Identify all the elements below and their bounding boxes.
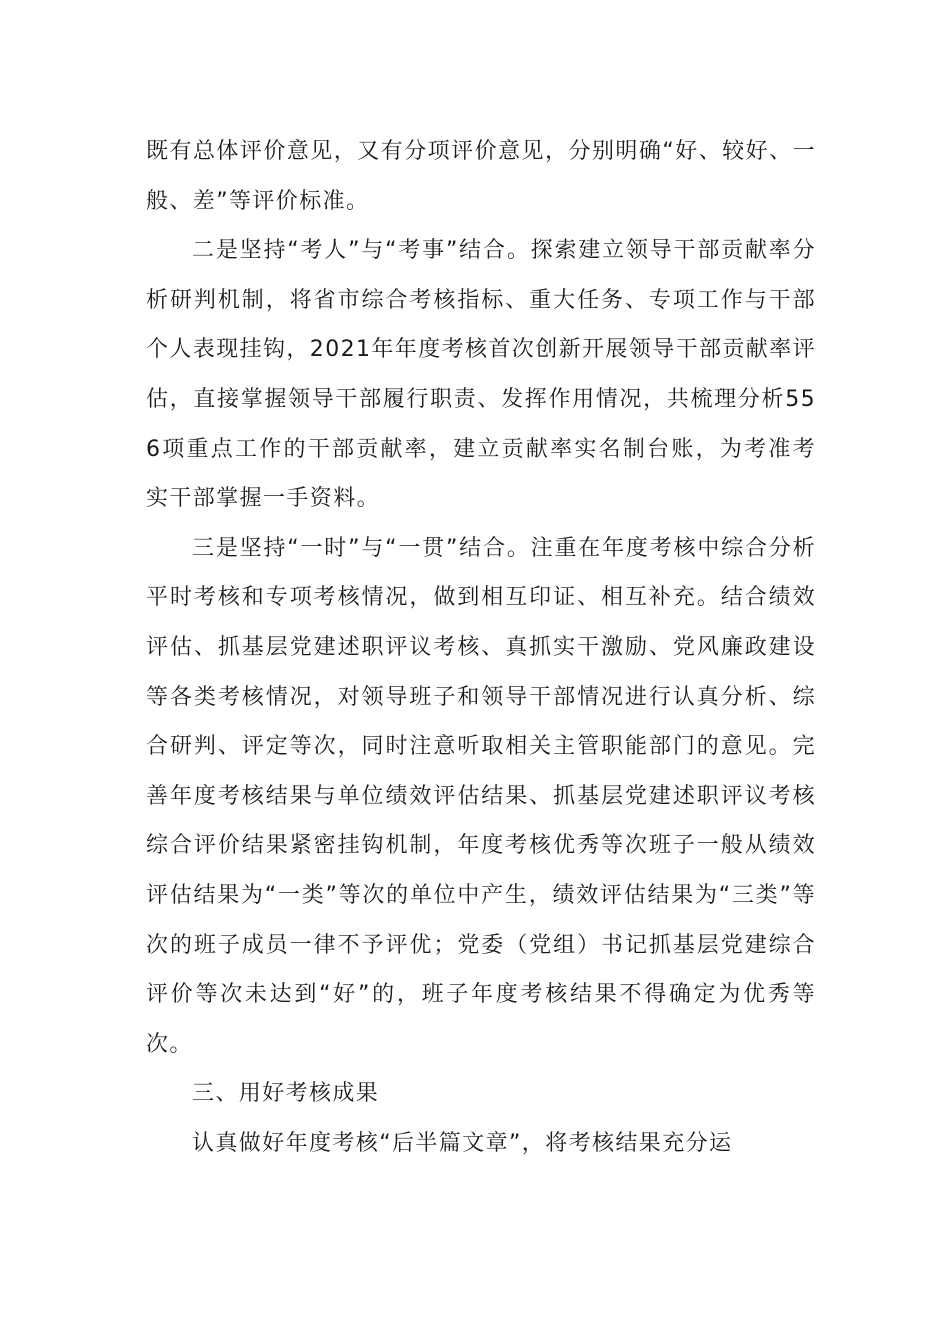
paragraph-people-and-work: 二是坚持“考人”与“考事”结合。探索建立领导干部贡献率分析研判机制，将省市综合考核指标、重大任务、专项工作与干部个人表现挂钩，2021年年度考核首次创新开展领导干部贡献率评估，直接掌握领导干部履行职责、发挥作用情况，共梳理分析556项重点工作的干部贡献率，建立贡献率实名制台账，为考准考实干部掌握一手资料。 bbox=[146, 238, 816, 512]
paragraph-evaluation-standards: 既有总体评价意见，又有分项评价意见，分别明确“好、较好、一般、差”等评价标准。 bbox=[146, 139, 816, 214]
document-body bbox=[146, 127, 816, 1168]
paragraph-momentary-and-consistent: 三是坚持“一时”与“一贯”结合。注重在年度考核中综合分析平时考核和专项考核情况，做到相互印证、相互补充。结合绩效评估、抓基层党建述职评议考核、真抓实干激励、党风廉政建设等各类考核情况，对领导班子和领导干部情况进行认真分析、综合研判、评定等次，同时注意听取相关主管职能部门的意见。完善年度考核结果与单位绩效评估结果、抓基层党建述职评议考核综合评价结果紧密挂钩机制，年度考核优秀等次班子一般从绩效评估结果为“一类”等次的单位中产生，绩效评估结果为“三类”等次的班子成员一律不予评优；党委（党组）书记抓基层党建综合评价等次未达到“好”的，班子年度考核结果不得确定为优秀等次。 bbox=[146, 535, 816, 1057]
paragraph-follow-up-work: 认真做好年度考核“后半篇文章”，将考核结果充分运 bbox=[192, 1130, 733, 1156]
section-heading-use-results: 三、用好考核成果 bbox=[192, 1081, 380, 1107]
